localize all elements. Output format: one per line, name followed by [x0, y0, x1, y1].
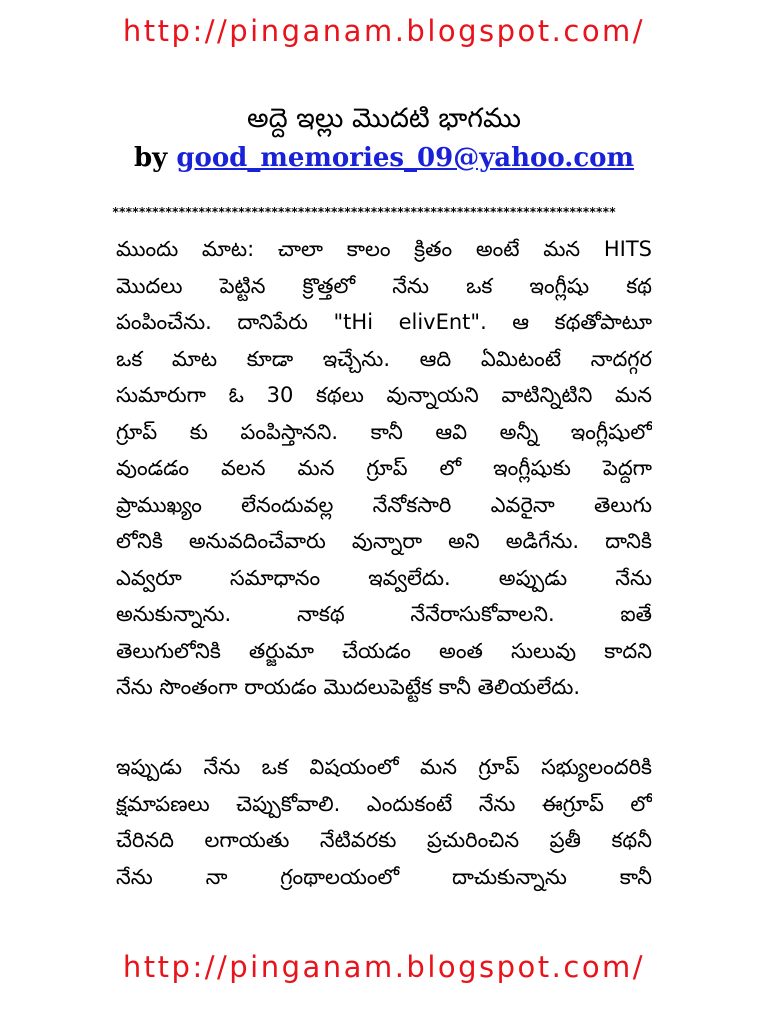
paragraph-line: సుమారుగా ఓ 30 కథలు వున్నాయని వాటిన్నిటిని మన: [116, 383, 652, 407]
byline: [0, 143, 768, 173]
paragraph-line: చేరినది లగాయతు నేటివరకు ప్రచురించిన ప్రతీ కథనీ: [116, 828, 652, 852]
paragraph-line: గ్రూప్ కు పంపిస్తానని. కానీ ఆవి అన్నీ ఇంగ్లీషులో: [116, 419, 652, 444]
paragraph-line: అనుకున్నాను. నాకథ నేనేరాసుకోవాలని. ఐతే: [116, 602, 652, 626]
paragraph-line: మొదలు పెట్టిన క్రొత్తలో నేను ఒక ఇంగ్లీషు కథ: [116, 273, 652, 298]
paragraph-line: తెలుగులోనికి తర్జుమా చేయడం అంత సులువు కాదని: [116, 638, 652, 663]
footer-blog-url[interactable]: http://pinganam.blogspot.com/: [122, 950, 646, 984]
paragraph-line: క్షమాపణలు చెప్పుకోవాలి. ఎందుకంటే నేను ఈగ్రూప్ లో: [116, 791, 652, 816]
paragraph-line: ప్రాముఖ్యం లేనందువల్ల నేనోకసారి ఎవరైనా తెలుగు: [116, 492, 652, 517]
paragraph-line: నేను నా గ్రంథాలయంలో దాచుకున్నాను కానీ: [116, 864, 652, 889]
byline-prefix: by: [133, 143, 168, 173]
paragraph-line: పంపించేను. దానిపేరు "tHi elivEnt". ఆ కథతోపాటూ: [116, 310, 652, 334]
paragraph-line: ఒక మాట కూడా ఇచ్చేను. ఆది ఏమిటంటే నాదగ్గర: [116, 346, 652, 371]
author-email-link[interactable]: good_memories_09@yahoo.com: [176, 143, 635, 173]
paragraph-line: నేను సొంతంగా రాయడం మొదలుపెట్టేక కానీ తెలియలేదు.: [116, 675, 581, 699]
paragraph-line: వుండడం వలన మన గ్రూప్ లో ఇంగ్లీషుకు పెద్దగా: [116, 456, 652, 480]
asterisk-divider: ****************************************************************************: [112, 205, 616, 219]
header-blog-url[interactable]: http://pinganam.blogspot.com/: [122, 14, 646, 48]
story-title: అద్దె ఇల్లు మొదటి భాగము: [247, 103, 521, 134]
paragraph-line: లోనికి అనువదించేవారు వున్నారా అని అడిగేను. దానికి: [116, 529, 652, 553]
paragraph-line: ఇప్పుడు నేను ఒక విషయంలో మన గ్రూప్ సభ్యులందరికి: [116, 755, 652, 779]
paragraph-line: ఎవ్వరూ సమాధానం ఇవ్వలేదు. అప్పుడు నేను: [116, 565, 652, 590]
paragraph-preface: [116, 231, 652, 706]
paragraph-apology: [116, 749, 652, 895]
paragraph-line: ముందు మాట: చాలా కాలం క్రితం అంటే మన HITS: [116, 237, 652, 261]
